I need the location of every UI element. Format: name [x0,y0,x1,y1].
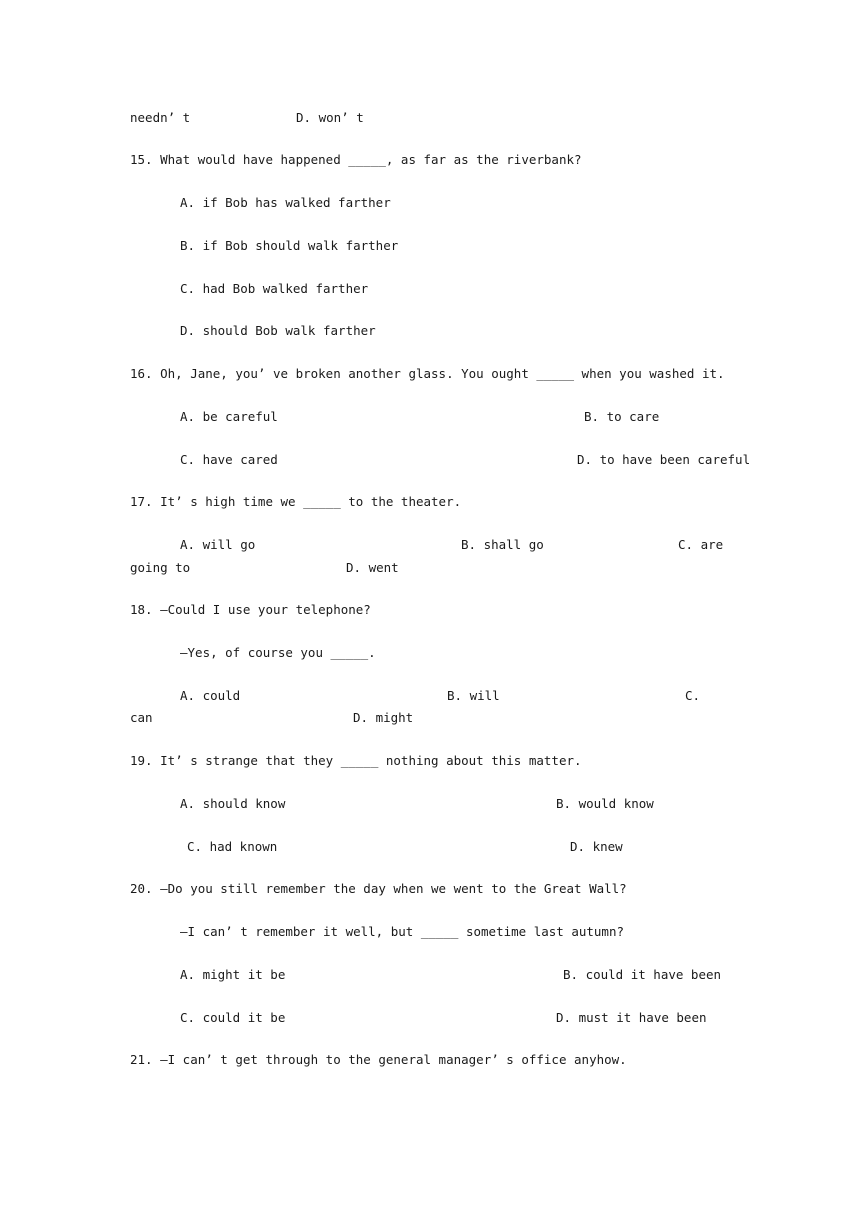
option-d-q18: D. might [353,710,414,725]
option-c-q20: C. could it be [180,1010,286,1025]
option-d-q17: D. went [346,560,399,575]
option-c-q18-part2: can [130,710,153,725]
option-d-q19: D. knew [570,839,623,854]
option-a-q19: A. should know [180,796,286,811]
option-c-q14: needn’ t [130,110,191,125]
option-b-q17: B. shall go [461,537,544,552]
option-b-q15: B. if Bob should walk farther [180,238,399,253]
question-16: 16. Oh, Jane, you’ ve broken another glass. You ought _____ when you washed it. [130,366,725,381]
option-d-q20: D. must it have been [556,1010,707,1025]
option-b-q16: B. to care [584,409,660,424]
option-d-q15: D. should Bob walk farther [180,323,376,338]
option-d-q14: D. won’ t [296,110,364,125]
reply-q18: —Yes, of course you _____. [180,645,376,660]
option-c-q19: C. had known [187,839,278,854]
reply-q20: —I can’ t remember it well, but _____ sometime last autumn? [180,924,625,939]
option-a-q20: A. might it be [180,967,286,982]
question-21: 21. —I can’ t get through to the general manager’ s office anyhow. [130,1052,627,1067]
option-b-q19: B. would know [556,796,654,811]
option-c-q17-part2: going to [130,560,191,575]
question-20: 20. —Do you still remember the day when we went to the Great Wall? [130,881,627,896]
option-c-q16: C. have cared [180,452,278,467]
question-15: 15. What would have happened _____, as far as the riverbank? [130,152,582,167]
option-b-q20: B. could it have been [563,967,722,982]
option-d-q16: D. to have been careful [577,452,751,467]
option-a-q16: A. be careful [180,409,278,424]
option-c-q15: C. had Bob walked farther [180,281,369,296]
option-a-q18: A. could [180,688,241,703]
option-c-q18-part1: C. [685,688,701,703]
question-19: 19. It’ s strange that they _____ nothing about this matter. [130,753,582,768]
option-c-q17-part1: C. are [678,537,724,552]
option-a-q17: A. will go [180,537,256,552]
question-17: 17. It’ s high time we _____ to the theater. [130,494,462,509]
option-a-q15: A. if Bob has walked farther [180,195,391,210]
option-b-q18: B. will [447,688,500,703]
question-18: 18. —Could I use your telephone? [130,602,371,617]
